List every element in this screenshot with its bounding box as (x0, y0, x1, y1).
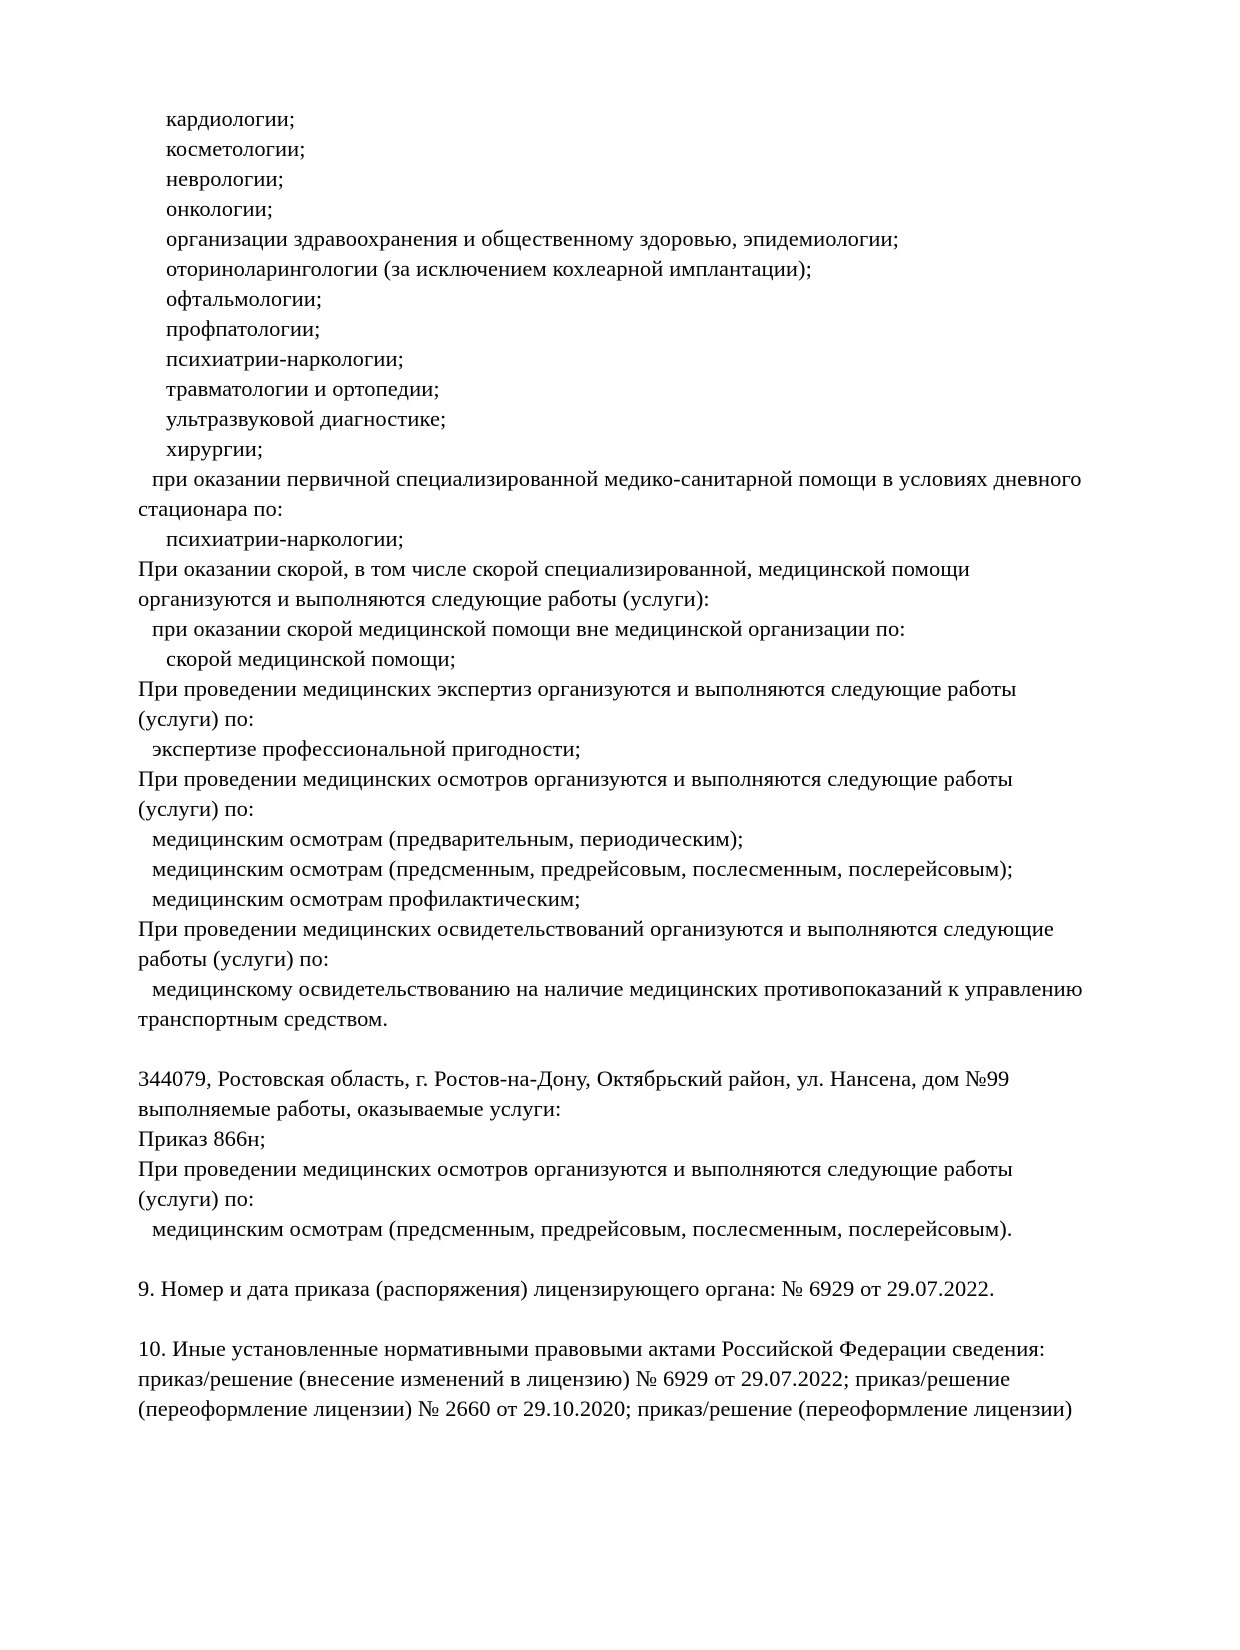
document-line: медицинским осмотрам (предсменным, предрейсовым, послесменным, послерейсовым). (152, 1216, 1013, 1241)
document-line: офтальмологии; (166, 286, 323, 311)
document-line: стационара по: (138, 496, 284, 521)
document-line: организуются и выполняются следующие работы (услуги): (138, 586, 710, 611)
document-line: кардиологии; (166, 106, 296, 131)
blank-line (138, 1034, 1133, 1064)
document-line: оториноларингологии (за исключением кохлеарной имплантации); (166, 256, 812, 281)
document-line: транспортным средством. (138, 1006, 389, 1031)
license-text-block (138, 104, 1133, 1424)
document-line: Приказ 866н; (138, 1126, 266, 1151)
document-line: при оказании первичной специализированной медико-санитарной помощи в условиях дневного (152, 466, 1082, 491)
document-line: экспертизе профессиональной пригодности; (152, 736, 581, 761)
document-line: психиатрии-наркологии; (166, 526, 404, 551)
document-line: 10. Иные установленные нормативными правовыми актами Российской Федерации сведения: (138, 1336, 1046, 1361)
document-line: медицинским осмотрам (предсменным, предрейсовым, послесменным, послерейсовым); (152, 856, 1014, 881)
document-line: медицинским осмотрам (предварительным, периодическим); (152, 826, 744, 851)
document-line: скорой медицинской помощи; (166, 646, 456, 671)
document-line: косметологии; (166, 136, 306, 161)
blank-line (138, 1244, 1133, 1274)
document-line: (услуги) по: (138, 796, 255, 821)
document-line: организации здравоохранения и общественному здоровью, эпидемиологии; (166, 226, 899, 251)
document-line: приказ/решение (внесение изменений в лицензию) № 6929 от 29.07.2022; приказ/решение (138, 1366, 1011, 1391)
document-line: При оказании скорой, в том числе скорой специализированной, медицинской помощи (138, 556, 970, 581)
document-line: при оказании скорой медицинской помощи вне медицинской организации по: (152, 616, 906, 641)
document-line: При проведении медицинских экспертиз организуются и выполняются следующие работы (138, 676, 1017, 701)
document-line: травматологии и ортопедии; (166, 376, 440, 401)
blank-line (138, 1304, 1133, 1334)
document-line: онкологии; (166, 196, 274, 221)
document-line: медицинским осмотрам профилактическим; (152, 886, 581, 911)
document-line: профпатологии; (166, 316, 321, 341)
document-line: неврологии; (166, 166, 284, 191)
document-line: (переоформление лицензии) № 2660 от 29.10.2020; приказ/решение (переоформление лицензии) (138, 1396, 1073, 1421)
document-line: работы (услуги) по: (138, 946, 330, 971)
document-line: 344079, Ростовская область, г. Ростов-на-Дону, Октябрьский район, ул. Нансена, дом №99 (138, 1066, 1010, 1091)
document-line: При проведении медицинских осмотров организуются и выполняются следующие работы (138, 1156, 1013, 1181)
document-line: (услуги) по: (138, 1186, 255, 1211)
document-line: ультразвуковой диагностике; (166, 406, 447, 431)
document-line: (услуги) по: (138, 706, 255, 731)
document-line: выполняемые работы, оказываемые услуги: (138, 1096, 562, 1121)
document-line: хирургии; (166, 436, 264, 461)
document-line: При проведении медицинских освидетельствований организуются и выполняются следующие (138, 916, 1054, 941)
document-line: психиатрии-наркологии; (166, 346, 404, 371)
document-line: При проведении медицинских осмотров организуются и выполняются следующие работы (138, 766, 1013, 791)
document-line: медицинскому освидетельствованию на наличие медицинских противопоказаний к управлению (152, 976, 1083, 1001)
document-line: 9. Номер и дата приказа (распоряжения) лицензирующего органа: № 6929 от 29.07.2022. (138, 1276, 995, 1301)
